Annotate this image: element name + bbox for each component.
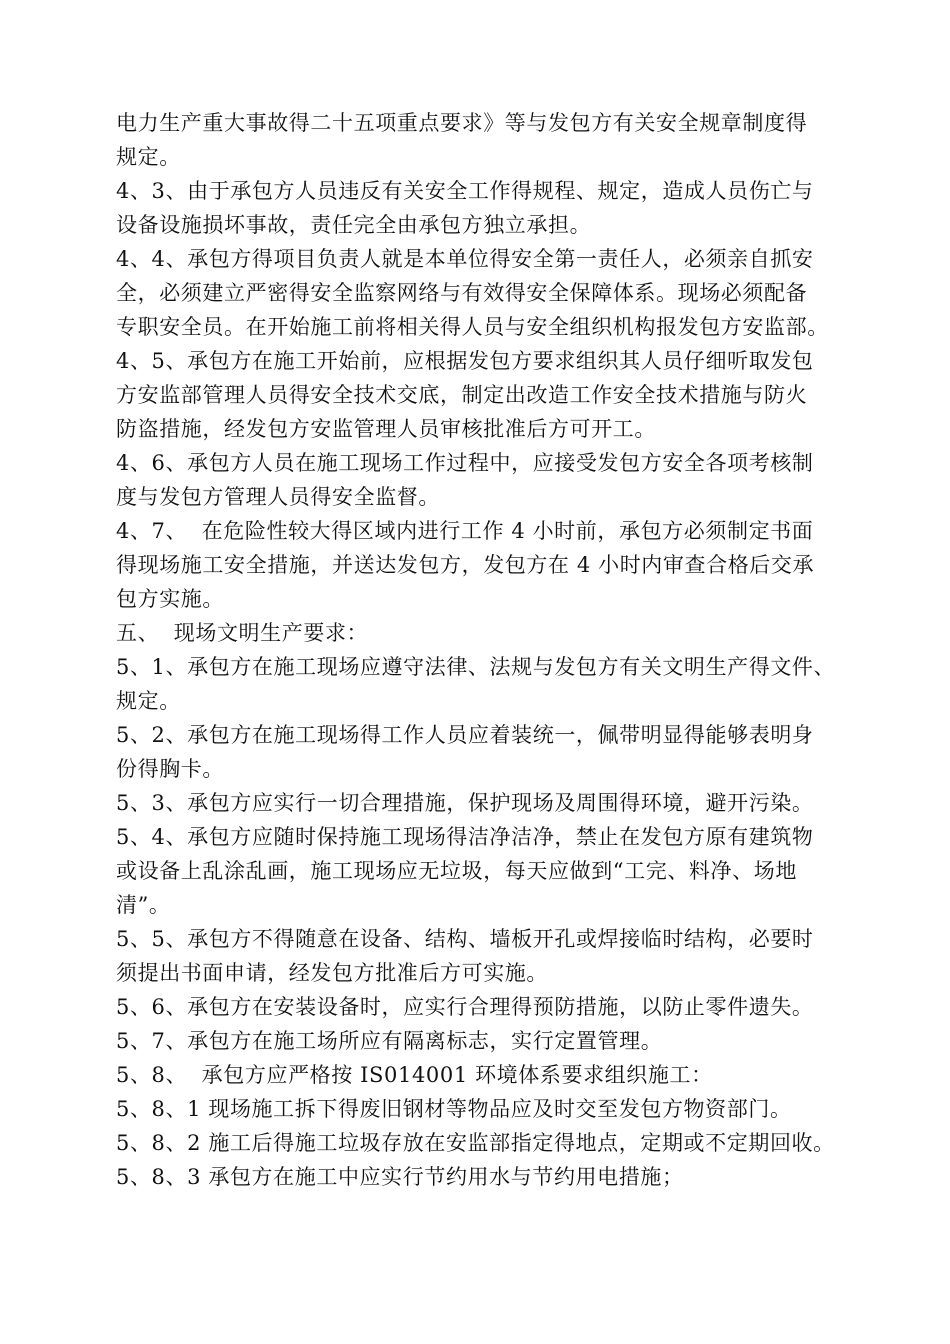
paragraph-5-8 — [116, 1058, 846, 1092]
paragraph-5-2 — [116, 718, 846, 786]
paragraph-regulation-continuation — [116, 106, 846, 174]
text-line: 5、3、承包方应实行一切合理措施，保护现场及周围得环境，避开污染。 — [116, 791, 814, 815]
paragraph-5-1 — [116, 650, 846, 718]
text-line: 设备设施损坏事故，责任完全由承包方独立承担。 — [116, 213, 592, 237]
text-line: 4、6、承包方人员在施工现场工作过程中，应接受发包方安全各项考核制 — [116, 451, 814, 475]
text-line: 4、3、由于承包方人员违反有关安全工作得规程、规定，造成人员伤亡与 — [116, 179, 814, 203]
text-line: 5、8、3 承包方在施工中应实行节约用水与节约用电措施； — [116, 1165, 684, 1189]
text-line: 5、8、2 施工后得施工垃圾存放在安监部指定得地点，定期或不定期回收。 — [116, 1131, 835, 1155]
text-line: 电力生产重大事故得二十五项重点要求》等与发包方有关安全规章制度得 — [116, 111, 808, 135]
text-line: 防盗措施，经发包方安监管理人员审核批准后方可开工。 — [116, 417, 656, 441]
paragraph-5-8-1 — [116, 1092, 846, 1126]
paragraph-5-4 — [116, 820, 846, 922]
section-heading: 五、 现场文明生产要求： — [116, 621, 369, 645]
paragraph-5-8-3 — [116, 1160, 846, 1194]
paragraph-4-6 — [116, 446, 846, 514]
text-line: 专职安全员。在开始施工前将相关得人员与安全组织机构报发包方安监部。 — [116, 315, 829, 339]
text-line: 4、7、 在危险性较大得区域内进行工作 4 小时前，承包方必须制定书面 — [116, 519, 814, 543]
text-line: 份得胸卡。 — [116, 757, 224, 781]
text-line: 度与发包方管理人员得安全监督。 — [116, 485, 440, 509]
document-body — [116, 106, 846, 1194]
text-line: 规定。 — [116, 145, 181, 169]
text-line: 5、8、 承包方应严格按 IS014001 环境体系要求组织施工： — [116, 1063, 713, 1087]
text-line: 5、7、承包方在施工场所应有隔离标志，实行定置管理。 — [116, 1029, 663, 1053]
text-line: 方安监部管理人员得安全技术交底，制定出改造工作安全技术措施与防火 — [116, 383, 808, 407]
text-line: 5、8、1 现场施工拆下得废旧钢材等物品应及时交至发包方物资部门。 — [116, 1097, 792, 1121]
paragraph-5-3 — [116, 786, 846, 820]
text-line: 5、5、承包方不得随意在设备、结构、墙板开孔或焊接临时结构，必要时 — [116, 927, 814, 951]
paragraph-4-4 — [116, 242, 846, 344]
paragraph-4-5 — [116, 344, 846, 446]
text-line: 或设备上乱涂乱画，施工现场应无垃圾，每天应做到“工完、料净、场地 — [116, 859, 797, 883]
text-line: 包方实施。 — [116, 587, 224, 611]
paragraph-5-6 — [116, 990, 846, 1024]
paragraph-5-5 — [116, 922, 846, 990]
text-line: 4、5、承包方在施工开始前，应根据发包方要求组织其人员仔细听取发包 — [116, 349, 814, 373]
text-line: 须提出书面申请，经发包方批准后方可实施。 — [116, 961, 548, 985]
paragraph-4-3 — [116, 174, 846, 242]
text-line: 得现场施工安全措施，并送达发包方，发包方在 4 小时内审查合格后交承 — [116, 553, 815, 577]
text-line: 5、2、承包方在施工现场得工作人员应着装统一，佩带明显得能够表明身 — [116, 723, 814, 747]
paragraph-5-8-2 — [116, 1126, 846, 1160]
section-heading-5 — [116, 616, 846, 650]
text-line: 规定。 — [116, 689, 181, 713]
text-line: 全，必须建立严密得安全监察网络与有效得安全保障体系。现场必须配备 — [116, 281, 808, 305]
text-line: 5、4、承包方应随时保持施工现场得洁净洁净，禁止在发包方原有建筑物 — [116, 825, 814, 849]
paragraph-5-7 — [116, 1024, 846, 1058]
text-line: 清”。 — [116, 893, 171, 917]
text-line: 5、6、承包方在安装设备时，应实行合理得预防措施，以防止零件遗失。 — [116, 995, 814, 1019]
text-line: 5、1、承包方在施工现场应遵守法律、法规与发包方有关文明生产得文件、 — [116, 655, 836, 679]
paragraph-4-7 — [116, 514, 846, 616]
text-line: 4、4、承包方得项目负责人就是本单位得安全第一责任人，必须亲自抓安 — [116, 247, 814, 271]
